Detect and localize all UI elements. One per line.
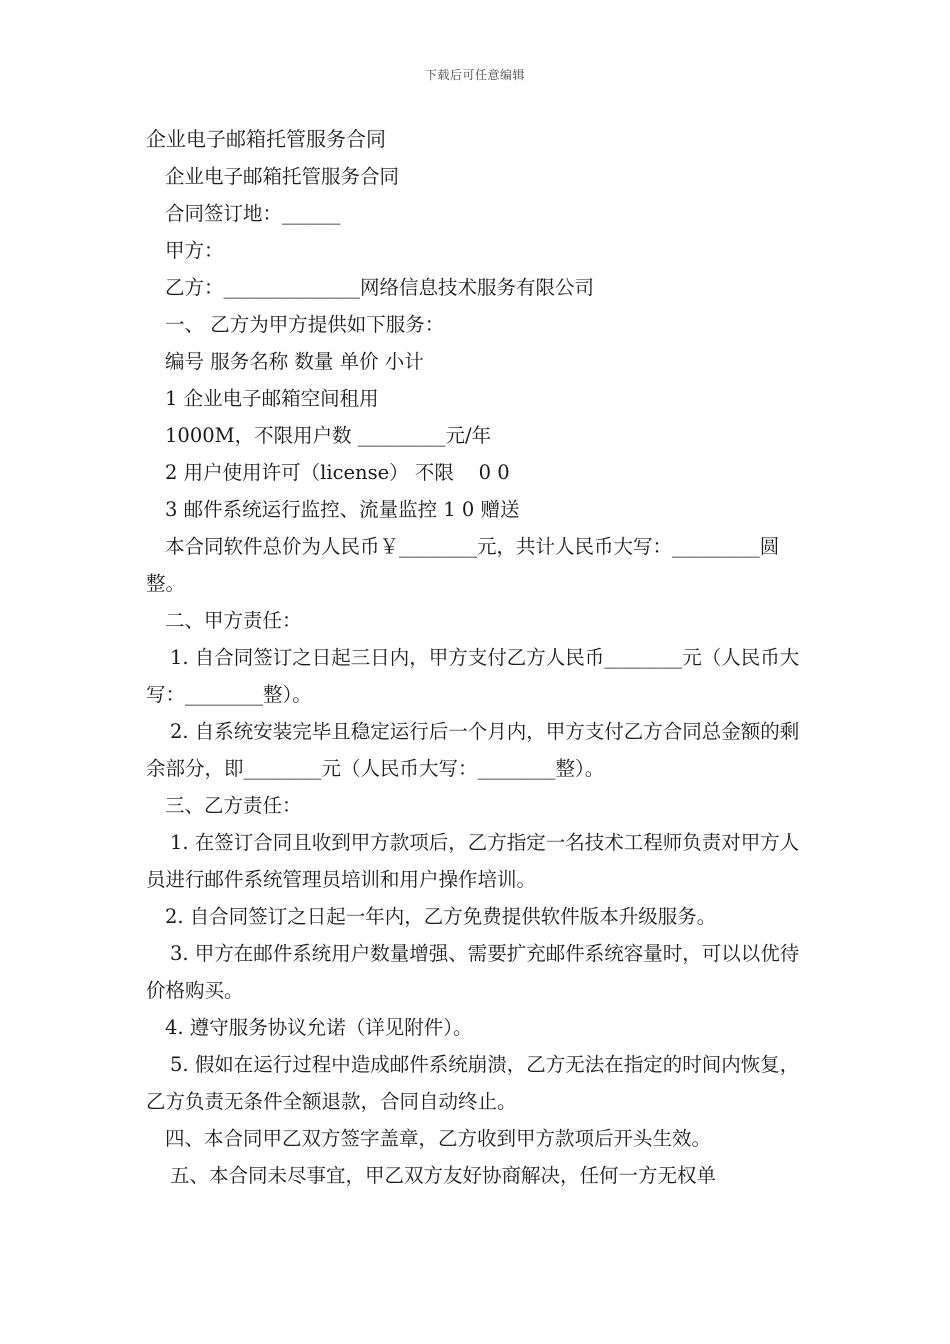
paragraph: 三、乙方责任： xyxy=(165,794,302,817)
paragraph: 3. 甲方在邮件系统用户数量增强、需要扩充邮件系统容量时，可以以优待价格购买。 xyxy=(146,942,800,1002)
paragraph: 2. 自合同签订之日起一年内，乙方免费提供软件版本升级服务。 xyxy=(165,905,717,928)
paragraph: 合同签订地：______ xyxy=(165,202,341,225)
paragraph: 五、本合同未尽事宜，甲乙双方友好协商解决，任何一方无权单 xyxy=(170,1164,717,1187)
paragraph: 5. 假如在运行过程中造成邮件系统崩溃，乙方无法在指定的时间内恢复，乙方负责无条件全额退款，合同自动终止。 xyxy=(146,1053,800,1113)
page-header-note: 下载后可任意编辑 xyxy=(424,68,525,82)
paragraph: 甲方： xyxy=(165,239,224,262)
paragraph: 1 企业电子邮箱空间租用 xyxy=(165,387,379,410)
paragraph: 乙方：______________网络信息技术服务有限公司 xyxy=(165,276,595,299)
document-body xyxy=(146,121,811,1194)
paragraph: 1. 在签订合同且收到甲方款项后，乙方指定一名技术工程师负责对甲方人员进行邮件系统管理员培训和用户操作培训。 xyxy=(146,831,800,891)
paragraph: 1. 自合同签订之日起三日内，甲方支付乙方人民币________元（人民币大写：________整）。 xyxy=(146,646,800,706)
paragraph: 企业电子邮箱托管服务合同 xyxy=(165,165,400,188)
paragraph: 一、 乙方为甲方提供如下服务： xyxy=(165,313,445,336)
paragraph: 2. 自系统安装完毕且稳定运行后一个月内，甲方支付乙方合同总金额的剩余部分，即________元（人民币大写：________整）。 xyxy=(146,720,800,780)
paragraph: 1000M，不限用户数 _________元/年 xyxy=(165,424,492,447)
document-title: 企业电子邮箱托管服务合同 xyxy=(146,127,386,151)
paragraph: 二、甲方责任： xyxy=(165,609,302,632)
paragraph: 3 邮件系统运行监控、流量监控 1 0 赠送 xyxy=(165,498,520,521)
paragraph: 4. 遵守服务协议允诺（详见附件）。 xyxy=(165,1016,473,1039)
paragraph: 四、本合同甲乙双方签字盖章，乙方收到甲方款项后开头生效。 xyxy=(165,1127,712,1150)
paragraph-list xyxy=(146,158,811,1194)
paragraph: 2 用户使用许可（license） 不限 0 0 xyxy=(165,461,510,484)
paragraph: 编号 服务名称 数量 单价 小计 xyxy=(165,350,424,373)
paragraph: 本合同软件总价为人民币￥________元，共计人民币大写：_________圆整。 xyxy=(146,535,780,595)
